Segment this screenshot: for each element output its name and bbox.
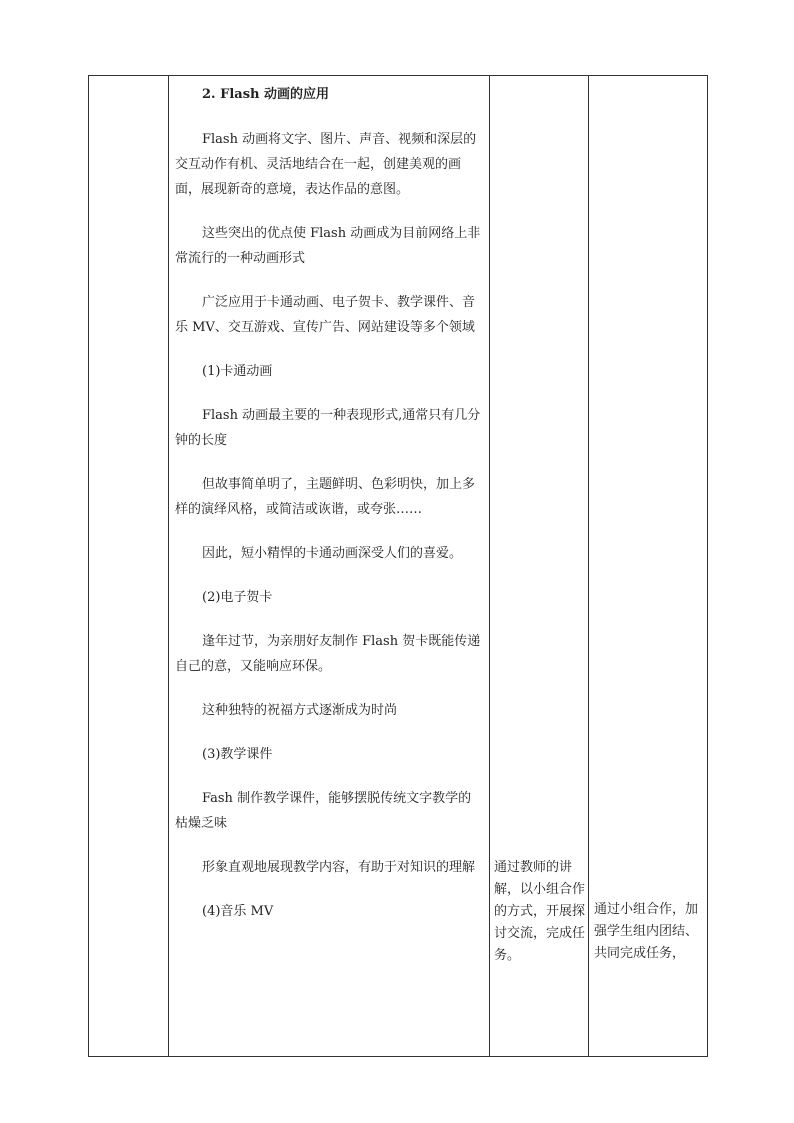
paragraph: 但故事简单明了，主题鲜明、色彩明快，加上多样的演绎风格，或简洁或诙谐，或夸张…… <box>175 477 476 517</box>
paragraph: Flash 动画最主要的一种表现形式,通常只有几分钟的长度 <box>175 408 481 448</box>
paragraph: 这种独特的祝福方式逐渐成为时尚 <box>202 703 398 718</box>
paragraph: (3)教学课件 <box>202 747 273 762</box>
content-text <box>169 76 489 924</box>
paragraph: Flash 动画将文字、图片、声音、视频和深层的交互动作有机、灵活地结合在一起，创建美观的画面，展现新奇的意境，表达作品的意图。 <box>175 132 477 197</box>
paragraph: 因此，短小精悍的卡通动画深受人们的喜爱。 <box>202 546 463 561</box>
paragraph: 逢年过节，为亲朋好友制作 Flash 贺卡既能传递自己的意，又能响应环保。 <box>175 634 481 674</box>
empty-cell <box>89 76 169 1057</box>
paragraph: 形象直观地展现教学内容，有助于对知识的理解 <box>202 860 476 875</box>
paragraph: (2)电子贺卡 <box>202 590 273 605</box>
paragraph: 这些突出的优点使 Flash 动画成为目前网络上非常流行的一种动画形式 <box>175 226 481 266</box>
paragraph: Fash 制作教学课件，能够摆脱传统文字教学的枯燥乏味 <box>175 791 472 831</box>
paragraph: 广泛应用于卡通动画、电子贺卡、教学课件、音乐 MV、交互游戏、宣传广告、网站建设等多个领域 <box>175 295 476 335</box>
section-heading: 2. Flash 动画的应用 <box>202 87 329 102</box>
teacher-activity-text: 通过教师的讲解，以小组合作的方式，开展探讨交流，完成任务。 <box>494 860 586 963</box>
paragraph: (4)音乐 MV <box>202 904 274 919</box>
content-cell <box>169 76 490 1057</box>
paragraph: (1)卡通动画 <box>202 364 273 379</box>
design-intent-text: 通过小组合作，加强学生组内团结、共同完成任务， <box>594 902 699 961</box>
